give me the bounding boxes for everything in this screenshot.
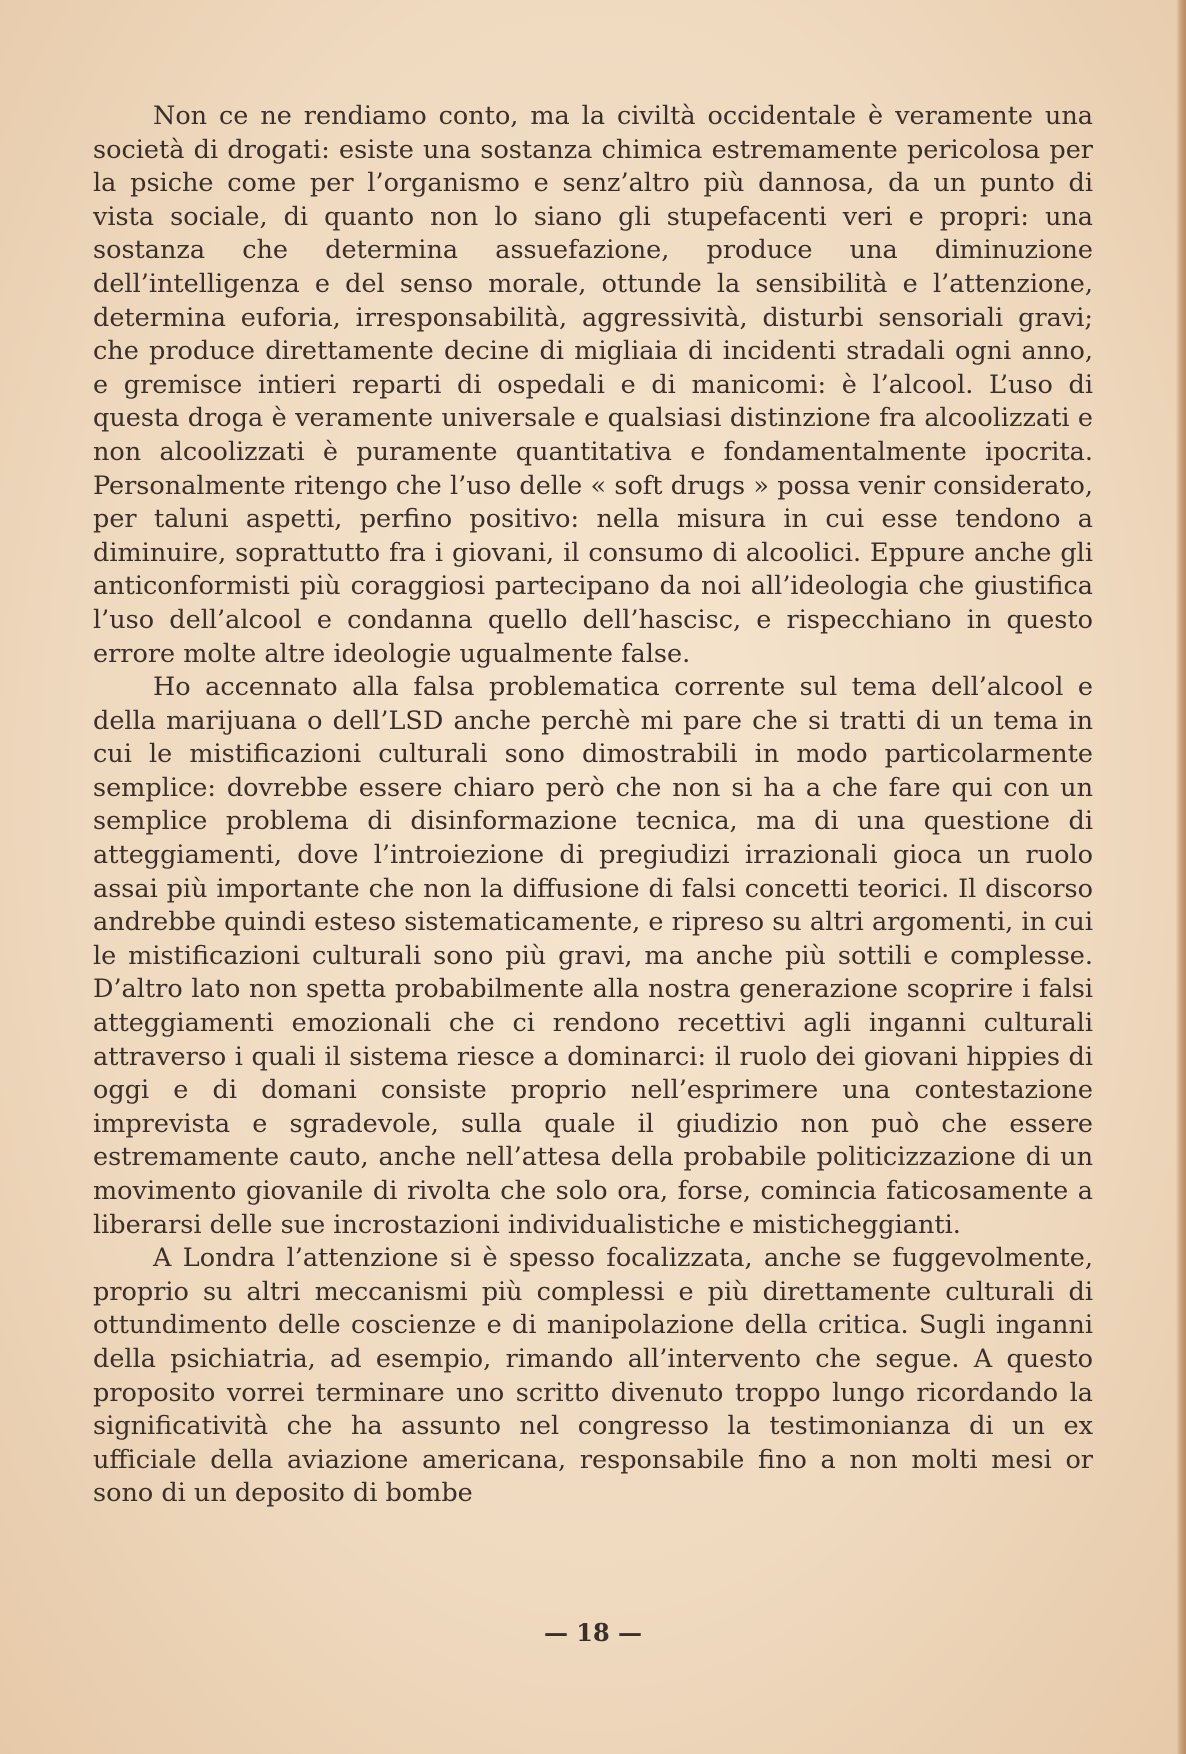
paragraph-2: Ho accennato alla falsa problematica corrente sul tema dell’alcool e della marijuana o dell’LSD anche perchè mi pare che si tratti di un tema in cui le mistificazioni culturali sono dimostrabili in modo particolarmente semplice: dovrebbe essere chiaro però che non si ha a che fare qui con un semplice problema di disinformazione tecnica, ma di una questione di atteggiamenti, dove l’introiezione di pregiudizi irrazionali gioca un ruolo assai più importante che non la diffusione di falsi concetti teorici. Il discorso andrebbe quindi esteso sistematicamente, e ripreso su altri argomenti, in cui le mistificazioni culturali sono più gravi, ma anche più sottili e complesse. D’altro lato non spetta probabilmente alla nostra generazione scoprire i falsi atteggiamenti emozionali che ci rendono recettivi agli inganni culturali attraverso i quali il sistema riesce a dominarci: il ruolo dei giovani hippies di oggi e di domani consiste proprio nell’esprimere una contestazione imprevista e sgradevole, sulla quale il giudizio non può che essere estremamente cauto, anche nell’attesa della probabile politicizzazione di un movimento giovanile di rivolta che solo ora, forse, comincia faticosamente a liberarsi delle sue incrostazioni individualistiche e misticheggianti.	[93, 672, 1093, 1240]
paragraph-3: A Londra l’attenzione si è spesso focalizzata, anche se fuggevolmente, proprio su altri meccanismi più complessi e più direttamente culturali di ottundimento delle coscienze e di manipolazione della critica. Sugli inganni della psichiatria, ad esempio, rimando all’intervento che segue. A questo proposito vorrei terminare uno scritto divenuto troppo lungo ricordando la significatività che ha assunto nel congresso la testimonianza di un ex ufficiale della aviazione americana, responsabile fino a non molti mesi or sono di un deposito di bombe	[93, 1243, 1093, 1509]
page-edge-shadow	[1176, 0, 1186, 1754]
page-number: — 18 —	[543, 1618, 643, 1647]
paragraph-1: Non ce ne rendiamo conto, ma la civiltà occidentale è veramente una società di drogati: esiste una sostanza chimica estremamente pericolosa per la psiche come per l’organismo e senz’altro più dannosa, da un punto di vista sociale, di quanto non lo siano gli stupefacenti veri e propri: una sostanza che determina assuefazione, produce una diminuzione dell’intelligenza e del senso morale, ottunde la sensibilità e l’attenzione, determina euforia, irresponsabilità, aggressività, disturbi sensoriali gravi; che produce direttamente decine di migliaia di incidenti stradali ogni anno, e gremisce intieri reparti di ospedali e di manicomi: è l’alcool. L’uso di questa droga è veramente universale e qualsiasi distinzione fra alcoolizzati e non alcoolizzati è puramente quantitativa e fondamentalmente ipocrita. Personalmente ritengo che l’uso delle « soft drugs » possa venir considerato, per taluni aspetti, perfino positivo: nella misura in cui esse tendono a diminuire, soprattutto fra i giovani, il consumo di alcoolici. Eppure anche gli anticonformisti più coraggiosi partecipano da noi all’ideologia che giustifica l’uso dell’alcool e condanna quello dell’hascisc, e rispecchiano in questo errore molte altre ideologie ugualmente false.	[93, 101, 1093, 669]
body-text	[93, 100, 1093, 1511]
